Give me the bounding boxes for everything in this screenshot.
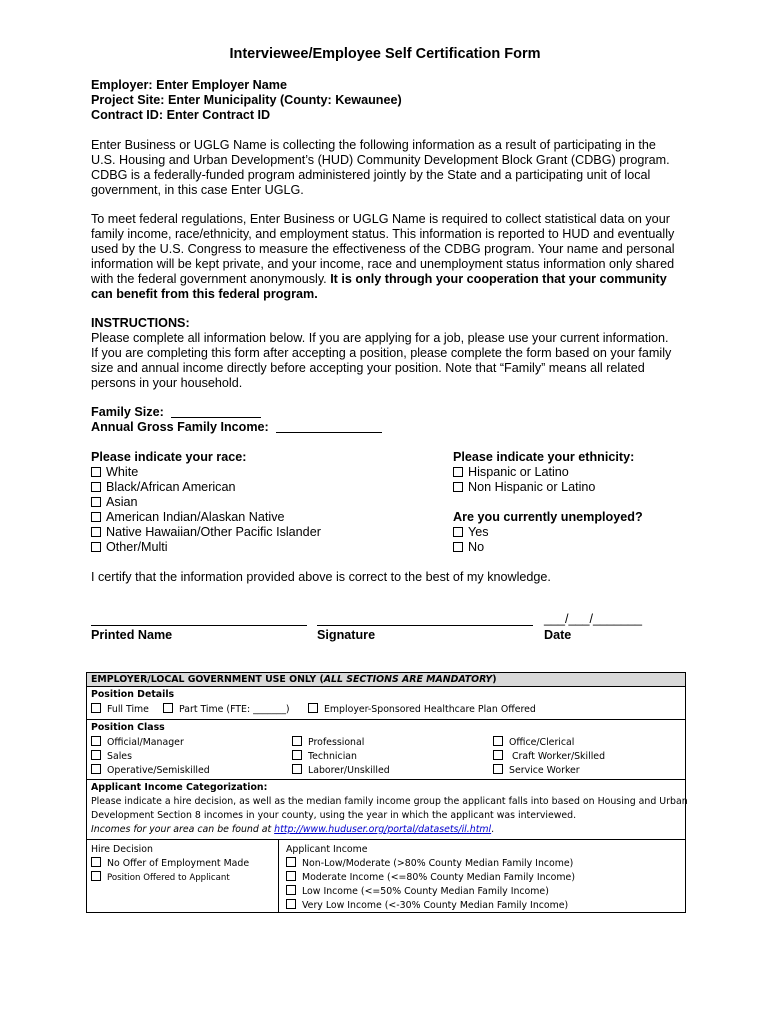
printed-name-line[interactable] bbox=[91, 625, 307, 626]
section-divider bbox=[87, 779, 685, 780]
applicant-income-heading: Applicant Income bbox=[286, 844, 368, 855]
income-label: Annual Gross Family Income: bbox=[91, 420, 269, 434]
class-label: Sales bbox=[107, 751, 132, 762]
sales-checkbox[interactable] bbox=[91, 750, 101, 760]
para2-line: information will be kept private, and your income, race and unemployment status information only shared bbox=[91, 257, 675, 271]
class-option bbox=[91, 736, 184, 749]
para1-line: U.S. Housing and Urban Development’s (HUD) Community Development Block Grant (CDBG) program. bbox=[91, 153, 670, 167]
income-option bbox=[286, 885, 549, 898]
moderate-income-checkbox[interactable] bbox=[286, 871, 296, 881]
income-row bbox=[91, 420, 691, 435]
certify-text: I certify that the information provided above is correct to the best of my knowledge. bbox=[91, 570, 551, 584]
certify-statement bbox=[91, 570, 691, 585]
header-italic: ALL SECTIONS ARE MANDATORY bbox=[323, 674, 493, 685]
categorization-line: Development Section 8 incomes in your county, using the year in which the applicant was interviewed. bbox=[91, 810, 577, 821]
class-label: Professional bbox=[308, 737, 365, 748]
class-label: Laborer/Unskilled bbox=[308, 765, 390, 776]
family-fields bbox=[91, 405, 691, 435]
unemployed-option bbox=[453, 525, 693, 540]
operative-checkbox[interactable] bbox=[91, 764, 101, 774]
income-option-label: Moderate Income (<=80% County Median Family Income) bbox=[302, 872, 575, 883]
signature-label: Signature bbox=[317, 628, 376, 642]
signature-line[interactable] bbox=[317, 625, 533, 626]
non-low-moderate-checkbox[interactable] bbox=[286, 857, 296, 867]
para2-line: family income, race/ethnicity, and employment status. This information is reported to HUD and eventually bbox=[91, 227, 675, 241]
unemployed-option-label: No bbox=[468, 540, 485, 554]
unemployed-option bbox=[453, 540, 693, 555]
class-label: Operative/Semiskilled bbox=[107, 765, 210, 776]
race-option bbox=[91, 540, 421, 555]
header-suffix: ) bbox=[492, 674, 497, 685]
class-label: Craft Worker/Skilled bbox=[509, 751, 606, 762]
class-option bbox=[493, 764, 580, 777]
race-asian-checkbox[interactable] bbox=[91, 497, 101, 507]
employer-line: Employer: Enter Employer Name bbox=[91, 78, 287, 92]
healthcare-checkbox[interactable] bbox=[308, 703, 318, 713]
instructions-line: size and annual income directly before accepting your position. Note that “Family” means all related bbox=[91, 361, 645, 375]
part-time-option bbox=[163, 703, 290, 716]
race-hawaiian-checkbox[interactable] bbox=[91, 527, 101, 537]
class-option bbox=[292, 750, 357, 763]
para2-line: To meet federal regulations, Enter Business or UGLG Name is required to collect statistical data on your bbox=[91, 212, 670, 226]
class-label: Office/Clerical bbox=[509, 737, 575, 748]
race-heading: Please indicate your race: bbox=[91, 450, 247, 464]
para1-line: CDBG is a federally-funded program administered jointly by the State and a participating unit of local bbox=[91, 168, 651, 182]
categorization-link-line bbox=[91, 823, 494, 836]
race-option-label: Other/Multi bbox=[106, 540, 168, 554]
printed-name-label: Printed Name bbox=[91, 628, 173, 642]
instructions-line: Please complete all information below. If you are applying for a job, please use your current information. bbox=[91, 331, 669, 345]
para2-normal-text: with the federal government anonymously. bbox=[91, 272, 331, 286]
full-time-option bbox=[91, 703, 149, 716]
class-option bbox=[292, 736, 364, 749]
race-option bbox=[91, 495, 421, 510]
ethnicity-section bbox=[453, 450, 693, 555]
class-option bbox=[91, 764, 210, 777]
income-option-label: Very Low Income (<-30% County Median Family Income) bbox=[302, 900, 569, 911]
class-option bbox=[493, 750, 605, 763]
healthcare-label: Employer-Sponsored Healthcare Plan Offered bbox=[324, 704, 536, 715]
unemployed-option-label: Yes bbox=[468, 525, 489, 539]
race-option bbox=[91, 525, 421, 540]
link-suffix: . bbox=[491, 824, 495, 835]
unemployed-yes-checkbox[interactable] bbox=[453, 527, 463, 537]
instructions-line: persons in your household. bbox=[91, 376, 243, 390]
low-income-checkbox[interactable] bbox=[286, 885, 296, 895]
ethnicity-heading: Please indicate your ethnicity: bbox=[453, 450, 635, 464]
regulations-paragraph bbox=[91, 212, 691, 302]
para1-line: government, in this case Enter UGLG. bbox=[91, 183, 304, 197]
ethnicity-option bbox=[453, 465, 693, 480]
para1-line: Enter Business or UGLG Name is collecting the following information as a result of participating in the bbox=[91, 138, 656, 152]
race-option-label: American Indian/Alaskan Native bbox=[106, 510, 285, 524]
section-divider bbox=[87, 839, 685, 840]
class-label: Technician bbox=[308, 751, 357, 762]
instructions-line: If you are completing this form after accepting a position, please complete the form based on your family bbox=[91, 346, 672, 360]
header-prefix: EMPLOYER/LOCAL GOVERNMENT USE ONLY ( bbox=[91, 674, 324, 685]
unemployed-heading: Are you currently unemployed? bbox=[453, 510, 643, 524]
class-label: Service Worker bbox=[509, 765, 580, 776]
hire-decision-heading: Hire Decision bbox=[91, 844, 153, 855]
contract-id-line: Contract ID: Enter Contract ID bbox=[91, 108, 271, 122]
ethnicity-option-label: Non Hispanic or Latino bbox=[468, 480, 596, 494]
para2-bold-text: It is only through your cooperation that your community bbox=[330, 272, 667, 286]
race-option-label: Native Hawaiian/Other Pacific Islander bbox=[106, 525, 321, 539]
technician-checkbox[interactable] bbox=[292, 750, 302, 760]
para2-bold-end: can benefit from this federal program. bbox=[91, 287, 318, 301]
position-offered-checkbox[interactable] bbox=[91, 871, 101, 881]
hispanic-checkbox[interactable] bbox=[453, 467, 463, 477]
full-time-label: Full Time bbox=[107, 704, 149, 715]
race-american-indian-checkbox[interactable] bbox=[91, 512, 101, 522]
full-time-checkbox[interactable] bbox=[91, 703, 101, 713]
categorization-heading: Applicant Income Categorization: bbox=[91, 782, 268, 793]
column-divider bbox=[278, 840, 279, 913]
ethnicity-option-label: Hispanic or Latino bbox=[468, 465, 569, 479]
date-label: Date bbox=[544, 628, 572, 642]
very-low-income-checkbox[interactable] bbox=[286, 899, 296, 909]
race-option-label: White bbox=[106, 465, 139, 479]
race-option bbox=[91, 465, 421, 480]
race-white-checkbox[interactable] bbox=[91, 467, 101, 477]
income-field[interactable] bbox=[276, 420, 382, 433]
page-title: Interviewee/Employee Self Certification Form bbox=[229, 46, 541, 62]
non-hispanic-checkbox[interactable] bbox=[453, 482, 463, 492]
section-divider bbox=[87, 719, 685, 720]
laborer-checkbox[interactable] bbox=[292, 764, 302, 774]
categorization-line: Please indicate a hire decision, as well as the median family income group the applicant falls into based on Housing and Urban bbox=[91, 796, 688, 807]
income-option bbox=[286, 899, 568, 912]
instructions-heading: INSTRUCTIONS: bbox=[91, 316, 190, 330]
family-size-label: Family Size: bbox=[91, 405, 164, 419]
project-site-line: Project Site: Enter Municipality (County: Kewaunee) bbox=[91, 93, 402, 107]
race-section bbox=[91, 450, 421, 555]
official-manager-checkbox[interactable] bbox=[91, 736, 101, 746]
hire-option-label: Position Offered to Applicant bbox=[107, 873, 230, 883]
office-clerical-checkbox[interactable] bbox=[493, 736, 503, 746]
race-black-checkbox[interactable] bbox=[91, 482, 101, 492]
race-option-label: Black/African American bbox=[106, 480, 236, 494]
header-block bbox=[91, 78, 691, 123]
hire-option-label: No Offer of Employment Made bbox=[107, 858, 250, 869]
healthcare-option bbox=[308, 703, 536, 716]
family-size-row bbox=[91, 405, 691, 420]
service-worker-checkbox[interactable] bbox=[493, 764, 503, 774]
race-other-checkbox[interactable] bbox=[91, 542, 101, 552]
income-option bbox=[286, 857, 573, 870]
huduser-link[interactable]: http://www.huduser.org/portal/datasets/il.html bbox=[274, 824, 492, 835]
link-prefix: Incomes for your area can be found at bbox=[91, 824, 275, 835]
employer-use-table bbox=[86, 672, 686, 913]
class-label: Official/Manager bbox=[107, 737, 184, 748]
race-option bbox=[91, 510, 421, 525]
unemployed-no-checkbox[interactable] bbox=[453, 542, 463, 552]
ethnicity-option bbox=[453, 480, 693, 495]
family-size-field[interactable] bbox=[171, 405, 261, 418]
professional-checkbox[interactable] bbox=[292, 736, 302, 746]
race-option-label: Asian bbox=[106, 495, 138, 509]
hire-option bbox=[91, 857, 249, 870]
part-time-label: Part Time (FTE: _______) bbox=[179, 704, 290, 715]
part-time-checkbox[interactable] bbox=[163, 703, 173, 713]
date-field[interactable]: ___/___/_______ bbox=[544, 612, 643, 626]
intro-paragraph bbox=[91, 138, 691, 198]
class-option bbox=[493, 736, 574, 749]
position-class-heading: Position Class bbox=[91, 722, 165, 733]
instructions-block bbox=[91, 316, 691, 391]
craft-worker-checkbox[interactable] bbox=[493, 750, 503, 760]
income-option-label: Low Income (<=50% County Median Family Income) bbox=[302, 886, 549, 897]
income-option bbox=[286, 871, 575, 884]
position-details-heading: Position Details bbox=[91, 689, 175, 700]
employer-use-header bbox=[87, 673, 685, 687]
para2-line: used by the U.S. Congress to measure the effectiveness of the CDBG program. Your name and personal bbox=[91, 242, 675, 256]
class-option bbox=[292, 764, 390, 777]
no-offer-checkbox[interactable] bbox=[91, 857, 101, 867]
spacer bbox=[453, 495, 693, 510]
race-option bbox=[91, 480, 421, 495]
class-option bbox=[91, 750, 132, 763]
para2-line bbox=[91, 272, 691, 287]
hire-option bbox=[91, 871, 230, 885]
income-option-label: Non-Low/Moderate (>80% County Median Family Income) bbox=[302, 858, 574, 869]
